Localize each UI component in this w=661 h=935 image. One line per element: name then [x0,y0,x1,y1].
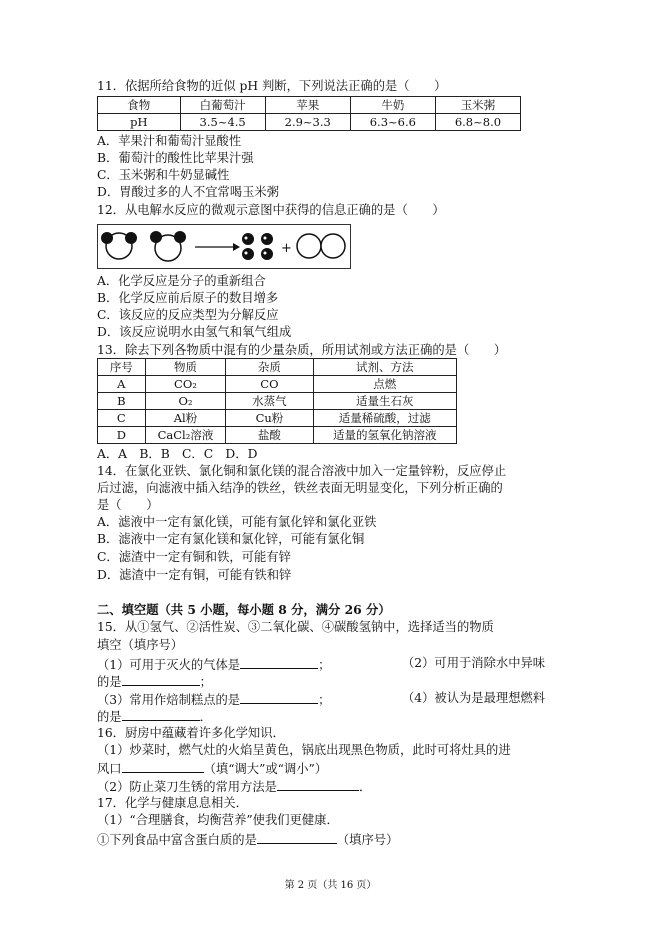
q11-stem: 11．依据所给食物的近似 pH 判断，下列说法正确的是（ ） [97,79,447,93]
punctuation: ． [199,710,212,724]
q15-part1-label: （1）可用于灭火的气体是 [97,658,241,672]
hydrogen-molecule [261,233,273,260]
table-row-label: pH [98,114,181,131]
table-header-cell: 物质 [145,359,226,376]
table-cell: 盐酸 [226,427,313,444]
table-header-cell: 序号 [98,359,146,376]
table-header-cell: 玉米粥 [435,97,520,114]
q12-option-a: A．化学反应是分子的重新组合 [97,274,266,288]
answer-blank [277,777,359,791]
q16-stem: 16．厨房中蕴藏着许多化学知识． [97,726,285,740]
q13-options: A．A B．B C．C D．D [97,447,258,461]
oxygen-molecule [297,234,345,258]
table-row [98,376,457,393]
q17-part1: （1）“合理膳食，均衡营养”使我们更健康． [97,813,339,827]
q16-part1-line1: （1）炒菜时，燃气灶的火焰呈黄色，锅底出现黑色物质，此时可将灶具的进 [97,743,511,757]
hydrogen-molecule [242,233,254,260]
table-cell: Cu粉 [226,410,313,427]
q12-option-b: B．化学反应前后原子的数目增多 [97,291,279,305]
q13-stem: 13．除去下列各物质中混有的少量杂质，所用试剂或方法正确的是（ ） [97,343,507,357]
q11-option-a: A．苹果汁和葡萄汁显酸性 [97,134,242,148]
table-cell: 适量生石灰 [313,393,456,410]
answer-blank [122,707,200,721]
punctuation: ． [358,780,372,794]
table-row [98,114,521,131]
water-molecule [101,232,137,259]
q15-stem-line2: 填空（填序号） [97,638,184,652]
q14-option-a: A．滤液中一定有氯化镁，可能有氯化锌和氯化亚铁 [97,515,377,529]
q16-part1-suffix: （填“调大”或“调小”） [203,762,328,776]
section-title: 二、填空题（共 5 小题，每小题 8 分，满分 26 分） [97,602,391,617]
q13-impurity-table [97,358,457,444]
table-row [98,97,521,114]
q17-sub1-label: ①下列食品中富含蛋白质的是 [97,833,257,847]
q16-part2-label: （2）防止菜刀生锈的常用方法是 [97,780,277,794]
q15-part3-label: （3）常用作焙制糕点的是 [97,693,241,707]
q15-part2: （2）可用于消除水中异味 [402,656,546,670]
q11-option-d: D．胃酸过多的人不宜常喝玉米粥 [97,185,280,199]
table-cell: 点燃 [313,376,456,393]
q17-stem: 17．化学与健康息息相关． [97,796,248,810]
table-header-cell: 白葡萄汁 [180,97,265,114]
table-cell: O₂ [145,393,226,410]
q14-stem-line: 14．在氯化亚铁、氯化铜和氯化镁的混合溶液中加入一定量锌粉，反应停止 [97,464,507,478]
q16-part1-line2 [97,759,327,778]
table-row [98,359,457,376]
punctuation: ； [318,693,331,707]
table-cell: 3.5~4.5 [180,114,265,131]
water-molecule [150,231,186,261]
table-cell: B [98,393,146,410]
reaction-arrow-icon [195,243,240,251]
electrolysis-diagram [97,224,353,270]
q16-part1-prefix: 风口 [97,762,122,776]
q16-part2 [97,777,371,796]
answer-blank [257,830,337,844]
punctuation: ； [318,658,331,672]
q15-part4-cont [97,707,212,726]
table-row [98,427,457,444]
q15-part2-cont-label: 的是 [97,675,122,689]
q14-option-d: D．滤渣中一定有铜，可能有铁和锌 [97,568,292,582]
table-cell: D [98,427,146,444]
q15-part4: （4）被认为是最理想燃料 [402,691,546,705]
table-row [98,393,457,410]
table-header-cell: 苹果 [265,97,350,114]
table-cell: 适量稀硫酸，过滤 [313,410,456,427]
q14-option-c: C．滤渣中一定有铜和铁，可能有锌 [97,550,291,564]
table-cell: CO₂ [145,376,226,393]
q12-option-c: C．该反应的反应类型为分解反应 [97,308,279,322]
table-cell: 2.9~3.3 [265,114,350,131]
q11-option-c: C．玉米粥和牛奶显碱性 [97,168,230,182]
table-cell: CaCl₂溶液 [145,427,226,444]
answer-blank [240,690,318,704]
q12-stem: 12．从电解水反应的微观示意图中获得的信息正确的是（ ） [97,203,445,217]
q14-option-b: B．滤液中一定有氯化镁和氯化锌，可能有氯化铜 [97,532,365,546]
answer-blank [122,759,204,773]
q14-stem-line: 是（ ） [97,498,159,512]
answer-blank [240,655,318,669]
table-cell: CO [226,376,313,393]
q15-part4-cont-label: 的是 [97,710,122,724]
q15-part2-cont [97,672,212,691]
table-cell: Al粉 [145,410,226,427]
q15-stem-line1: 15．从①氢气、②活性炭、③二氧化碳、④碳酸氢钠中，选择适当的物质 [97,620,494,634]
q12-option-d: D．该反应说明水由氢气和氧气组成 [97,325,292,339]
q17-sub1 [97,830,398,849]
q11-ph-table [97,96,521,131]
q14-stem-line: 后过滤，向滤液中插入结净的铁丝，铁丝表面无明显变化，下列分析正确的 [97,481,503,495]
table-cell: 6.8~8.0 [435,114,520,131]
table-cell: 6.3~6.6 [350,114,435,131]
q11-option-b: B．葡萄汁的酸性比苹果汁强 [97,151,254,165]
table-header-cell: 牛奶 [350,97,435,114]
table-header-cell: 试剂、方法 [313,359,456,376]
table-header-cell: 食物 [98,97,181,114]
answer-blank [122,672,200,686]
table-row [98,410,457,427]
table-cell: 水蒸气 [226,393,313,410]
table-header-cell: 杂质 [226,359,313,376]
plus-sign: + [281,241,292,256]
table-cell: A [98,376,146,393]
punctuation: ； [199,675,212,689]
page-number: 第 2 页（共 16 页） [284,880,377,891]
table-cell: C [98,410,146,427]
table-cell: 适量的氢氧化钠溶液 [313,427,456,444]
q17-sub1-suffix: （填序号） [336,833,399,847]
